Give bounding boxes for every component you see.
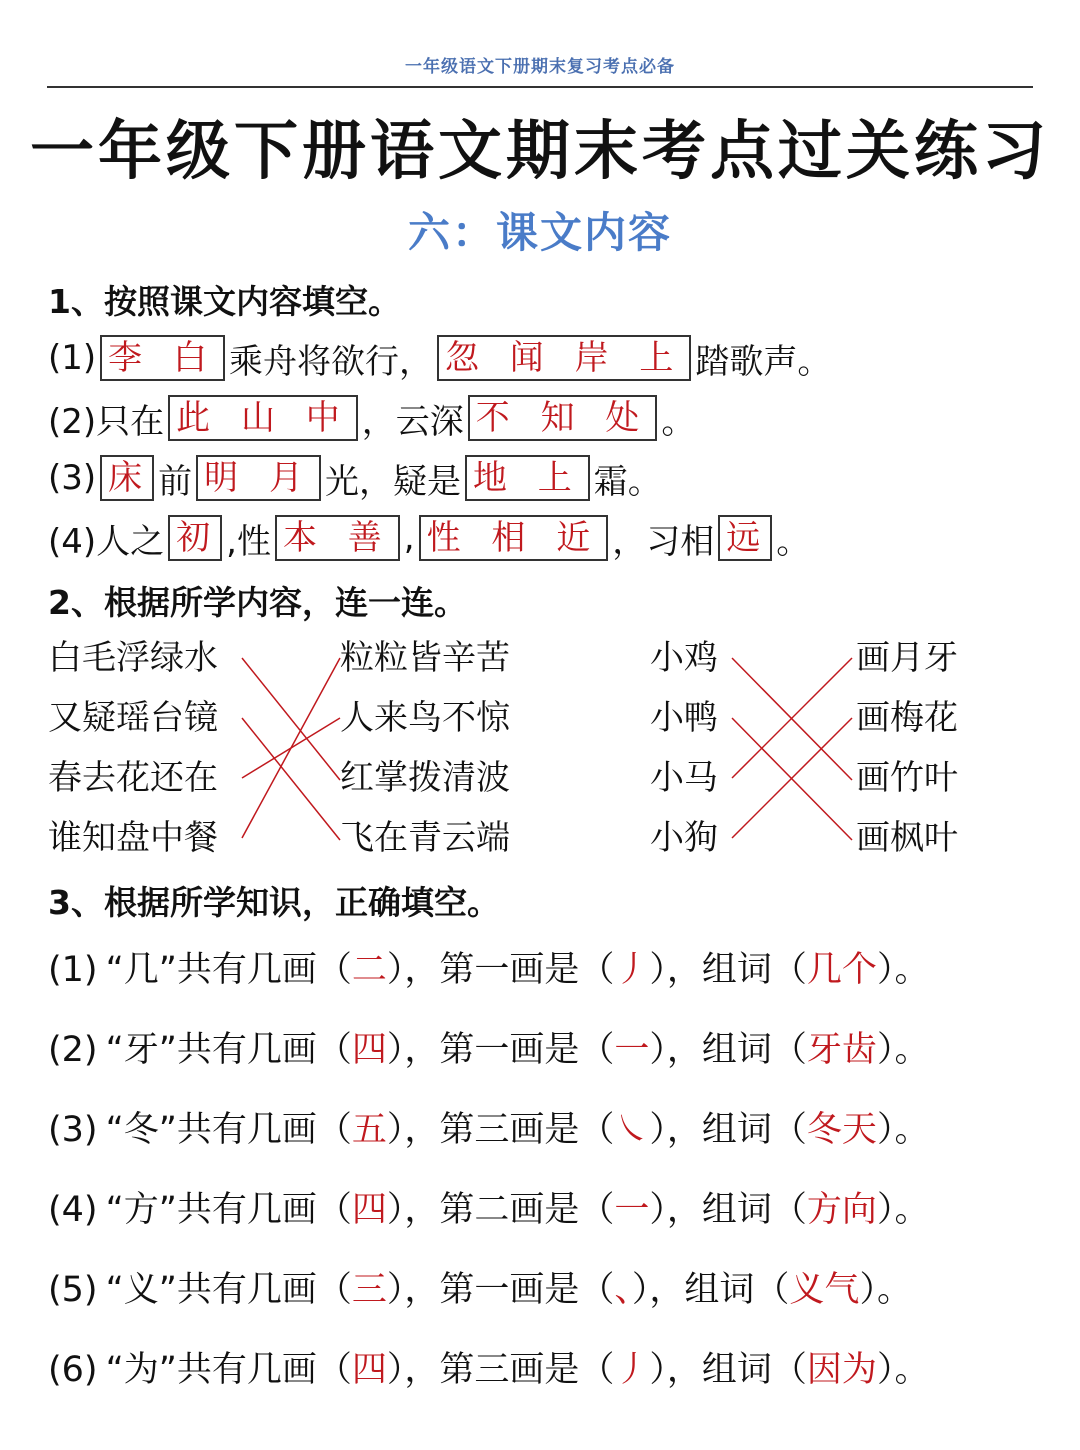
word-answer: 几个 bbox=[806, 950, 877, 990]
line-text: ，习相 bbox=[612, 521, 715, 562]
question-text: 共有几画（ bbox=[176, 1190, 352, 1230]
word-answer: 牙齿 bbox=[806, 1030, 877, 1070]
answer-box: 明 月 bbox=[196, 455, 321, 501]
stroke-answer: 丿 bbox=[614, 1350, 650, 1390]
question-text: ），第二画是（ bbox=[386, 1190, 615, 1230]
match-line bbox=[242, 718, 340, 840]
line-text: 前 bbox=[158, 461, 193, 502]
answer-box: 远 bbox=[718, 515, 772, 561]
question-text: 共有几画（ bbox=[176, 1030, 352, 1070]
question-text: 共有几画（ bbox=[176, 1270, 352, 1310]
stroke-answer: ㇏ bbox=[614, 1110, 650, 1150]
line-text: (1) bbox=[48, 338, 97, 378]
question-text: ），第一画是（ bbox=[386, 950, 615, 990]
question-text: ），第一画是（ bbox=[386, 1270, 615, 1310]
answer-box: 性 相 近 bbox=[419, 515, 609, 561]
match-item: 小鸭 bbox=[650, 698, 718, 738]
line-text: 。 bbox=[661, 401, 696, 442]
stroke-count-answer: 四 bbox=[351, 1350, 387, 1390]
match-item: 春去花还在 bbox=[48, 758, 218, 798]
stroke-answer: 一 bbox=[614, 1030, 650, 1070]
stroke-question-row bbox=[48, 1260, 912, 1320]
line-text: 光，疑是 bbox=[324, 461, 461, 502]
match-line bbox=[242, 658, 340, 838]
question-text: ），第三画是（ bbox=[386, 1110, 615, 1150]
line-text: ，云深 bbox=[361, 401, 464, 442]
answer-box: 地 上 bbox=[465, 455, 590, 501]
match-item: 画枫叶 bbox=[856, 818, 958, 858]
stroke-count-answer: 二 bbox=[351, 950, 387, 990]
line-text: 。 bbox=[776, 521, 811, 562]
match-item: 谁知盘中餐 bbox=[48, 818, 218, 858]
line-text: (2)只在 bbox=[48, 401, 165, 442]
answer-box: 忽 闻 岸 上 bbox=[437, 335, 691, 381]
stroke-answer: 、 bbox=[614, 1270, 632, 1310]
page-title: 一年级下册语文期末考点过关练习 bbox=[30, 115, 1050, 189]
target-char: “冬” bbox=[105, 1110, 177, 1150]
row-number: (1) bbox=[48, 950, 98, 990]
question-text: ），组词（ bbox=[631, 1270, 790, 1310]
question-text: 共有几画（ bbox=[176, 950, 352, 990]
match-item: 飞在青云端 bbox=[340, 818, 510, 858]
match-item: 画竹叶 bbox=[856, 758, 958, 798]
answer-box: 李 白 bbox=[100, 335, 225, 381]
row-number: (5) bbox=[48, 1270, 98, 1310]
question-text: ），组词（ bbox=[649, 1190, 807, 1230]
target-char: “为” bbox=[105, 1350, 177, 1390]
match-item: 人来鸟不惊 bbox=[340, 698, 510, 738]
word-answer: 方向 bbox=[806, 1190, 877, 1230]
match-item: 小狗 bbox=[650, 818, 718, 858]
word-answer: 义气 bbox=[789, 1270, 860, 1310]
line-text: (3) bbox=[48, 458, 97, 498]
question-text: ），组词（ bbox=[649, 950, 807, 990]
section2-heading: 2、根据所学内容，连一连。 bbox=[48, 583, 467, 622]
stroke-question-row bbox=[48, 1020, 929, 1080]
word-answer: 冬天 bbox=[806, 1110, 877, 1150]
answer-box: 床 bbox=[100, 455, 154, 501]
stroke-count-answer: 四 bbox=[351, 1030, 387, 1070]
line-text: (4)人之 bbox=[48, 521, 165, 562]
match-item: 画月牙 bbox=[856, 638, 958, 678]
word-answer: 因为 bbox=[806, 1350, 877, 1390]
match-item: 小马 bbox=[650, 758, 718, 798]
target-char: “义” bbox=[105, 1270, 177, 1310]
stroke-question-row bbox=[48, 1340, 929, 1400]
match-item: 又疑瑶台镜 bbox=[48, 698, 218, 738]
question-text: ），组词（ bbox=[649, 1030, 807, 1070]
answer-box: 本 善 bbox=[275, 515, 400, 561]
match-item: 红掌拨清波 bbox=[340, 758, 510, 798]
question-text: ），第一画是（ bbox=[386, 1030, 615, 1070]
question-text: 共有几画（ bbox=[176, 1110, 352, 1150]
question-text: 共有几画（ bbox=[176, 1350, 352, 1390]
section1-heading: 1、按照课文内容填空。 bbox=[48, 282, 401, 321]
question-text: ），组词（ bbox=[649, 1350, 807, 1390]
line-text: 乘舟将欲行， bbox=[228, 341, 433, 382]
question-text: ），组词（ bbox=[649, 1110, 807, 1150]
question-text: ）。 bbox=[876, 1110, 930, 1150]
line-text: 踏歌声。 bbox=[695, 341, 832, 382]
answer-box: 不 知 处 bbox=[468, 395, 658, 441]
question-text: ）。 bbox=[876, 1350, 930, 1390]
match-item: 画梅花 bbox=[856, 698, 958, 738]
stroke-answer: 一 bbox=[614, 1190, 650, 1230]
row-number: (3) bbox=[48, 1110, 98, 1150]
target-char: “方” bbox=[105, 1190, 177, 1230]
match-line bbox=[242, 658, 340, 780]
line-text: , bbox=[403, 518, 415, 558]
question-text: ）。 bbox=[876, 950, 930, 990]
stroke-question-row bbox=[48, 940, 929, 1000]
section-subtitle: 六：课文内容 bbox=[407, 208, 672, 257]
stroke-count-answer: 五 bbox=[351, 1110, 387, 1150]
line-text: ,性 bbox=[226, 521, 271, 562]
match-item: 白毛浮绿水 bbox=[48, 638, 218, 678]
question-text: ）。 bbox=[876, 1190, 930, 1230]
match-item: 粒粒皆辛苦 bbox=[340, 638, 510, 678]
target-char: “牙” bbox=[105, 1030, 177, 1070]
line-text: 霜。 bbox=[593, 461, 662, 502]
row-number: (6) bbox=[48, 1350, 98, 1390]
stroke-answer: 丿 bbox=[614, 950, 650, 990]
section3-heading: 3、根据所学知识，正确填空。 bbox=[48, 883, 500, 922]
question-text: ），第三画是（ bbox=[386, 1350, 615, 1390]
target-char: “几” bbox=[105, 950, 177, 990]
stroke-count-answer: 四 bbox=[351, 1190, 387, 1230]
answer-box: 初 bbox=[168, 515, 222, 561]
row-number: (4) bbox=[48, 1190, 98, 1230]
header-caption: 一年级语文下册期末复习考点必备 bbox=[405, 57, 675, 77]
question-text: ）。 bbox=[876, 1030, 930, 1070]
answer-box: 此 山 中 bbox=[168, 395, 358, 441]
row-number: (2) bbox=[48, 1030, 98, 1070]
stroke-question-row bbox=[48, 1180, 929, 1240]
stroke-count-answer: 三 bbox=[351, 1270, 387, 1310]
stroke-question-row bbox=[48, 1100, 929, 1160]
match-item: 小鸡 bbox=[650, 638, 718, 678]
question-text: ）。 bbox=[859, 1270, 912, 1310]
